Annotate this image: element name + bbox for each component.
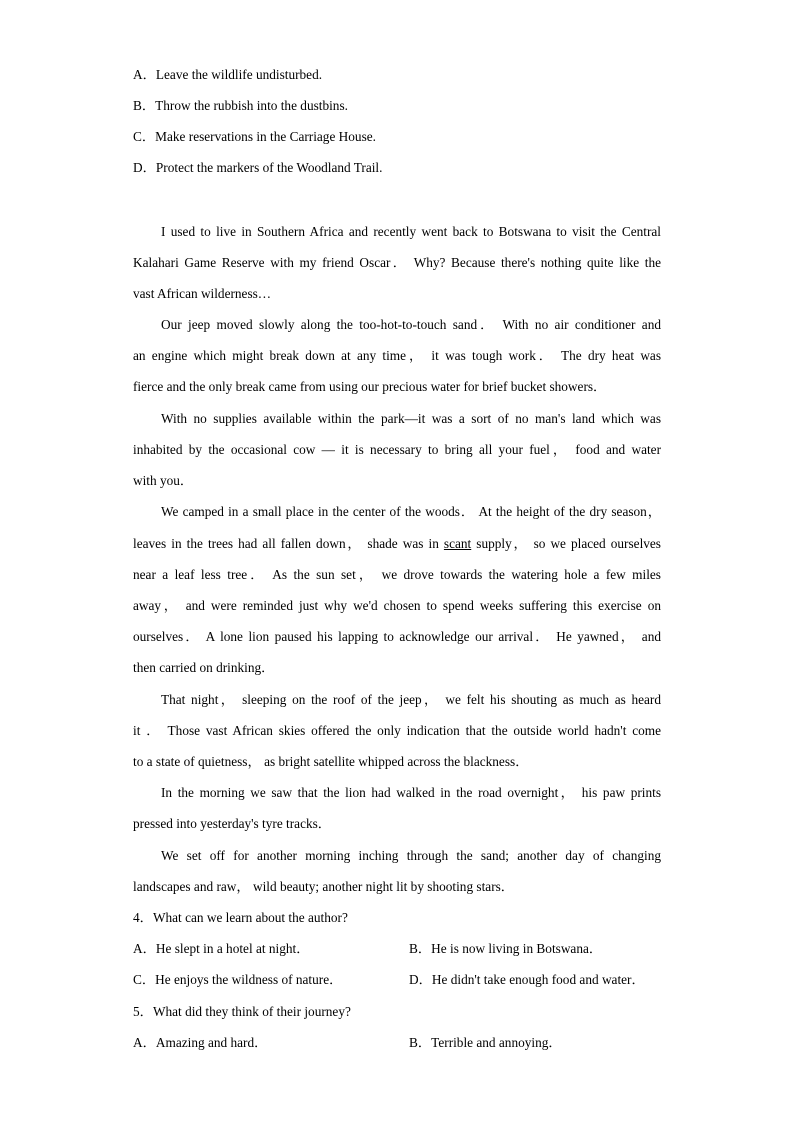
passage-line bbox=[133, 535, 661, 553]
passage-line: We set off for another morning inching through the sand; another day of changing bbox=[161, 848, 661, 863]
passage-line: it ． Those vast African skies offered the only indication that the outside world hadn't come bbox=[133, 723, 661, 738]
passage-line: landscapes and raw， wild beauty; another night lit by shooting stars． bbox=[133, 879, 515, 894]
q5-option-b: B．Terrible and annoying． bbox=[409, 1035, 562, 1050]
q5-option-a: A．Amazing and hard． bbox=[133, 1035, 268, 1050]
passage-text: supply， so we placed ourselves bbox=[471, 536, 661, 551]
question-4: 4．What can we learn about the author? bbox=[133, 910, 348, 925]
passage-line: With no supplies available within the park—it was a sort of no man's land which was bbox=[161, 411, 661, 426]
passage-line: an engine which might break down at any time， it was tough work． The dry heat was bbox=[133, 348, 661, 363]
passage-line: Kalahari Game Reserve with my friend Oscar． Why? Because there's nothing quite like the bbox=[133, 255, 661, 270]
passage-line: I used to live in Southern Africa and recently went back to Botswana to visit the Central bbox=[161, 224, 661, 239]
passage-line: inhabited by the occasional cow — it is necessary to bring all your fuel， food and water bbox=[133, 442, 661, 457]
option-b: B．Throw the rubbish into the dustbins. bbox=[133, 98, 348, 113]
passage-line: to a state of quietness， as bright satellite whipped across the blackness． bbox=[133, 754, 529, 769]
passage-line: Our jeep moved slowly along the too-hot-to-touch sand． With no air conditioner and bbox=[161, 317, 661, 332]
passage-line: with you． bbox=[133, 473, 194, 488]
passage-line: near a leaf less tree． As the sun set， we drove towards the watering hole a few miles bbox=[133, 567, 661, 582]
passage-line: away， and were reminded just why we'd chosen to spend weeks suffering this exercise on bbox=[133, 598, 661, 613]
q4-option-a: A．He slept in a hotel at night． bbox=[133, 941, 310, 956]
option-c: C．Make reservations in the Carriage House. bbox=[133, 129, 376, 144]
passage-line: pressed into yesterday's tyre tracks． bbox=[133, 816, 332, 831]
passage-line: vast African wilderness… bbox=[133, 286, 272, 301]
question-5: 5．What did they think of their journey? bbox=[133, 1004, 351, 1019]
passage-line: In the morning we saw that the lion had walked in the road overnight， his paw prints bbox=[161, 785, 661, 800]
passage-line: We camped in a small place in the center of the woods． At the height of the dry season， bbox=[161, 504, 661, 519]
q4-option-c: C．He enjoys the wildness of nature． bbox=[133, 972, 343, 987]
q4-option-d: D．He didn't take enough food and water． bbox=[409, 972, 645, 987]
underlined-word-scant: scant bbox=[443, 536, 472, 551]
passage-line: ourselves． A lone lion paused his lapping to acknowledge our arrival． He yawned， and bbox=[133, 629, 661, 644]
option-a: A．Leave the wildlife undisturbed. bbox=[133, 67, 323, 82]
q4-option-b: B．He is now living in Botswana． bbox=[409, 941, 603, 956]
passage-line: fierce and the only break came from using our precious water for brief bucket showers． bbox=[133, 379, 607, 394]
passage-text: leaves in the trees had all fallen down， shade was in bbox=[133, 536, 444, 551]
passage-line: then carried on drinking． bbox=[133, 660, 275, 675]
passage-line: That night， sleeping on the roof of the jeep， we felt his shouting as much as heard bbox=[161, 692, 661, 707]
option-d: D．Protect the markers of the Woodland Trail. bbox=[133, 160, 383, 175]
